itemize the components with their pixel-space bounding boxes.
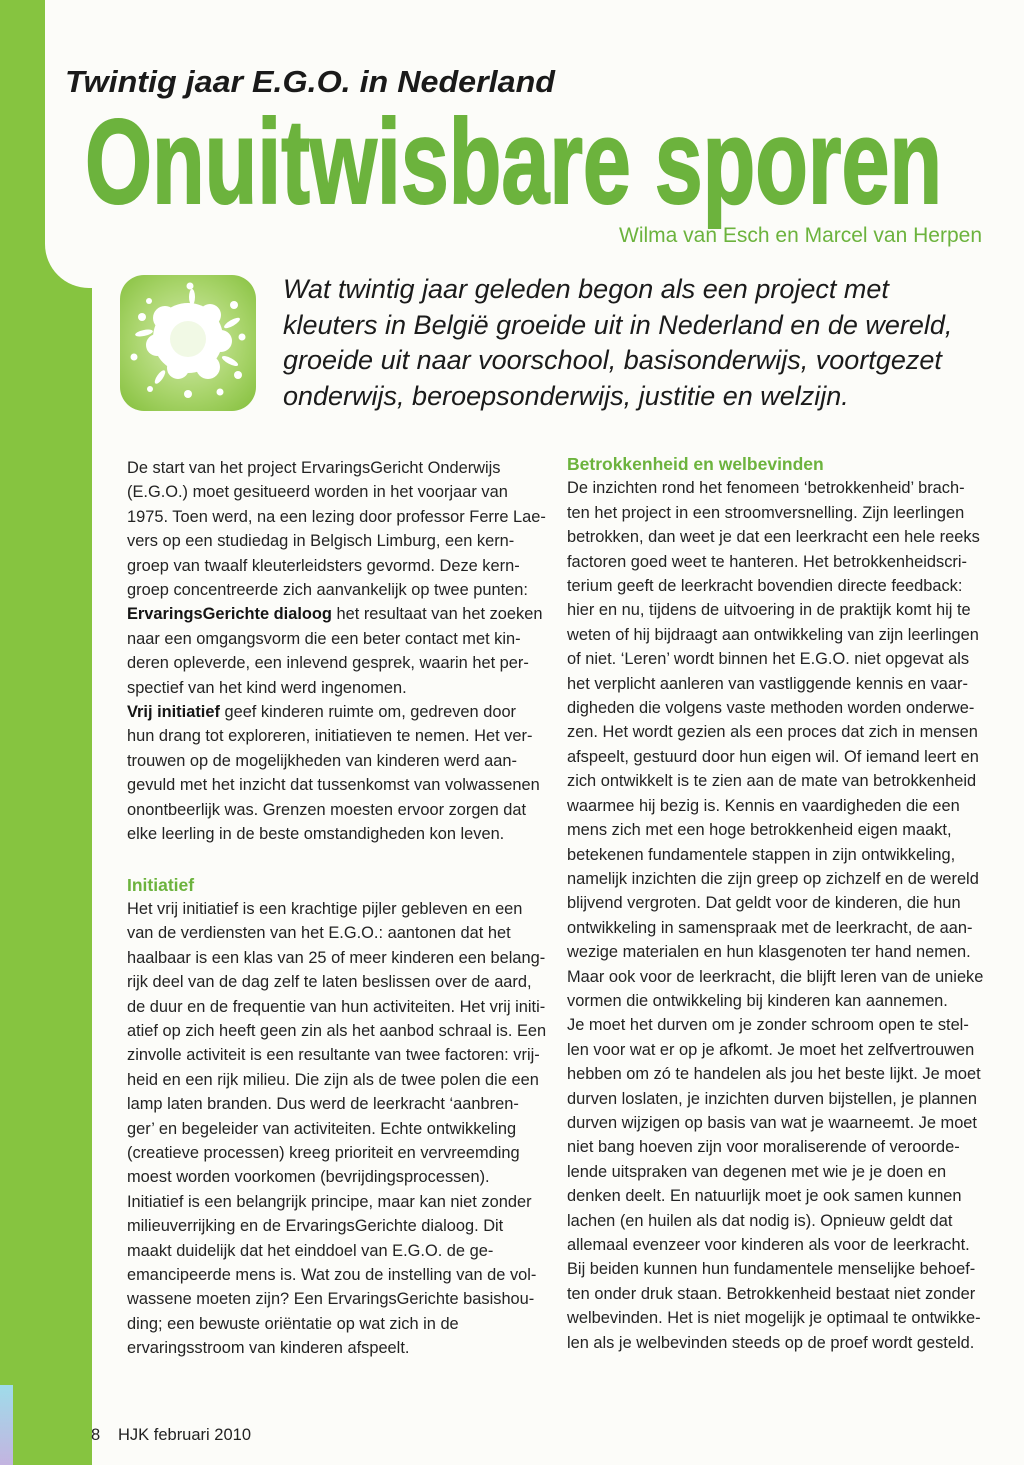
body-text-line: Maar ook voor de leerkracht, die blijft leren van de unieke	[567, 967, 984, 986]
body-text-line: lende uitspraken van degenen met wie je je doen en	[567, 1162, 947, 1181]
body-text-line: vers op een studiedag in Belgisch Limburg, een kern-	[127, 532, 515, 551]
body-text-line: wassene moeten zijn? Een ErvaringsGerichte basishou-	[127, 1290, 535, 1309]
body-text-line: ontwikkeling in samenspraak met de leerkracht, de aan-	[567, 918, 973, 937]
body-text-line: maakt duidelijk dat het einddoel van E.G.O. de ge-	[127, 1241, 494, 1260]
paragraph	[567, 1013, 1007, 1355]
body-text-line: ten het project in een stroomversnelling. Zijn leerlingen	[567, 503, 965, 522]
body-text-line: of niet. ‘Leren’ wordt binnen het E.G.O. niet opgevat als	[567, 650, 970, 669]
body-text-line: hun drang tot exploreren, initiatieven te nemen. Het ver-	[127, 727, 533, 746]
body-text-line: ding; een bewuste oriëntatie op wat zich in de	[127, 1314, 459, 1333]
body-text-line: (E.G.O.) moet gesitueerd worden in het voorjaar van	[127, 483, 508, 502]
body-text-line: Initiatief is een belangrijk principe, maar kan niet zonder	[127, 1192, 532, 1211]
body-text-line	[127, 700, 547, 724]
paragraph	[127, 700, 547, 846]
body-text-line: ger’ en begeleider van activiteiten. Echte ontwikkeling	[127, 1119, 517, 1138]
body-text-line: lamp laten branden. Dus werd de leerkracht ‘aanbren-	[127, 1095, 519, 1114]
body-text-line: (creatieve processen) kreeg prioriteit en vervreemding	[127, 1143, 520, 1162]
body-text-line: 1975. Toen werd, na een lezing door professor Ferre Lae-	[127, 507, 546, 526]
lead-line: kleuters in België groeide uit in Nederland en de wereld,	[283, 309, 953, 340]
body-text-line: niet bang hoeven zijn voor moraliserende of veroorde-	[567, 1138, 960, 1157]
paragraph	[127, 456, 547, 602]
body-text-line: spectief van het kind werd ingenomen.	[127, 678, 407, 697]
splash-center	[170, 321, 206, 357]
body-text-line: denken deelt. En natuurlijk moet je ook samen kunnen	[567, 1187, 962, 1206]
body-text-line: ervaringsstroom van kinderen afspeelt.	[127, 1339, 410, 1358]
body-text-line: blijvend vergroten. Dat geldt voor de kinderen, die hun	[567, 894, 961, 913]
body-text-line: lachen (en huilen als dat nodig is). Opnieuw geldt dat	[567, 1211, 953, 1230]
body-text-line: De inzichten rond het fenomeen ‘betrokkenheid’ brach-	[567, 479, 965, 498]
body-text-line: allemaal evenzeer voor kinderen als voor de leerkracht.	[567, 1236, 970, 1254]
body-text-line: Het vrij initiatief is een krachtige pijler gebleven en een	[127, 899, 523, 918]
body-text-line: groep van twaalf kleuterleidsters gevormd. Deze kern-	[127, 556, 520, 575]
section-heading: Betrokkenheid en welbevinden	[567, 454, 824, 474]
body-text-line: durven loslaten, je inzichten durven bijstellen, je plannen	[567, 1089, 978, 1108]
body-text-line: betrokken, dan weet je dat een leerkracht een hele reeks	[567, 528, 980, 547]
body-text-line: haalbaar is een klas van 25 of meer kinderen een belang-	[127, 948, 546, 967]
section-heading: Initiatief	[127, 874, 195, 895]
paragraph	[567, 476, 1007, 1013]
lead-line: groeide uit naar voorschool, basisonderwijs, voortgezet	[283, 345, 942, 376]
paragraph	[127, 1190, 547, 1361]
body-text-line: welbevinden. Het is niet mogelijk je optimaal te ontwikke-	[567, 1309, 981, 1328]
page-edge-strip	[0, 1385, 13, 1465]
body-text-line: vormen die ontwikkeling bij kinderen kan aannemen.	[567, 991, 948, 1010]
body-text-line: terium geeft de leerkracht bovendien directe feedback:	[567, 577, 963, 596]
body-text-line: De start van het project ErvaringsGericht Onderwijs	[127, 459, 501, 477]
paragraph	[127, 897, 547, 1190]
body-text-line: zinvolle activiteit is een resultante van twee factoren: vrij-	[127, 1046, 540, 1065]
body-text-line: naar een omgangsvorm die een beter contact met kin-	[127, 629, 521, 648]
body-text-line: Je moet het durven om je zonder schroom open te stel-	[567, 1016, 969, 1035]
body-text-line: betekenen fundamentele stappen in zijn ontwikkeling,	[567, 845, 956, 864]
left-column	[127, 456, 547, 1361]
body-text-line: wezige materialen en hun klasgenoten ter hand nemen.	[567, 943, 971, 962]
body-text-line: namelijk inzichten die zijn greep op zichzelf en de wereld	[567, 869, 979, 888]
body-text-line: waarmee hij bezig is. Kennis en vaardigheden die een	[567, 796, 960, 815]
issue-label: HJK februari 2010	[118, 1426, 251, 1444]
body-text-line: afspeelt, gestuurd door hun eigen wil. Of iemand leert en	[567, 747, 979, 766]
body-text-line: emancipeerde mens is. Wat zou de instelling van de vol-	[127, 1266, 537, 1284]
body-text-line: zen. Het wordt gezien als een proces dat zich in mensen	[567, 723, 978, 742]
body-text-line: durven wijzigen op basis van wat je waarneemt. Je moet	[567, 1113, 977, 1132]
body-text-line: Bij beiden kunnen hun fundamentele menselijke behoef-	[567, 1260, 976, 1279]
body-text-line: moest worden voorkomen (bevrijdingsprocessen).	[127, 1168, 490, 1187]
body-text-line: deren opleverde, een inlevend gesprek, waarin het per-	[127, 654, 529, 673]
body-text-line: ten onder druk staan. Betrokkenheid bestaat niet zonder	[567, 1284, 976, 1303]
body-text-line: het verplicht aanleren van vastliggende kennis en vaar-	[567, 674, 968, 693]
body-text-line: weten of hij bijdraagt aan ontwikkeling van zijn leerlingen	[567, 625, 979, 644]
body-text-line: de duur en de frequentie van hun activiteiten. Het vrij initi-	[127, 997, 546, 1016]
body-text-line: atief op zich heeft geen zin als het aanbod schraal is. Een	[127, 1021, 547, 1040]
lead-line: onderwijs, beroepsonderwijs, justitie en welzijn.	[283, 381, 849, 412]
bold-lead-in: ErvaringsGerichte dialoog	[127, 605, 332, 624]
body-text-line: milieuverrijking en de ErvaringsGerichte dialoog. Dit	[127, 1217, 504, 1236]
body-text-line: zich ontwikkelt is te zien aan de mate van betrokkenheid	[567, 772, 977, 791]
main-title-text: Onuitwisbare sporen	[85, 100, 942, 229]
bold-lead-in: Vrij initiatief	[127, 703, 220, 722]
body-text-line: len als je welbevinden steeds op de proef wordt gesteld.	[567, 1333, 975, 1352]
body-text-line: van de verdiensten van het E.G.O.: aantonen dat het	[127, 924, 511, 943]
body-text-line: gevuld met het inzicht dat tussenkomst van volwassenen	[127, 776, 540, 795]
body-text: het resultaat van het zoeken	[331, 605, 543, 624]
body-text-line: mens zich met een hoge betrokkenheid eigen maakt,	[567, 821, 952, 840]
lead-paragraph	[283, 272, 952, 415]
body-text-line: elke leerling in de beste omstandigheden kon leven.	[127, 825, 505, 844]
paragraph	[127, 602, 547, 700]
body-text-line: len voor wat er op je afkomt. Je moet het zelfvertrouwen	[567, 1040, 975, 1059]
body-text-line: factoren goed weet te hanteren. Het betrokkenheidscri-	[567, 552, 967, 571]
main-title	[82, 100, 952, 230]
body-text: geef kinderen ruimte om, gedreven door	[219, 703, 517, 722]
splash-icon	[120, 275, 256, 411]
body-text-line	[127, 602, 547, 626]
body-text-line: trouwen op de mogelijkheden van kinderen werd aan-	[127, 751, 517, 770]
body-text-line: digheden die volgens vaste methoden worden onderwe-	[567, 699, 975, 718]
authors-byline: Wilma van Esch en Marcel van Herpen	[619, 224, 982, 247]
body-text-line: rijk deel van de dag zelf te laten beslissen over de aard,	[127, 973, 532, 992]
body-text-line: onontbeerlijk was. Grenzen moesten ervoor zorgen dat	[127, 800, 527, 819]
body-text-line: heid en een rijk milieu. Die zijn als de twee polen die een	[127, 1070, 539, 1089]
body-text-line: groep concentreerde zich aanvankelijk op twee punten:	[127, 581, 528, 600]
body-text-line: hebben om zó te handelen als jou het beste lijkt. Je moet	[567, 1065, 981, 1084]
right-column	[567, 452, 1007, 1355]
kicker-text: Twintig jaar E.G.O. in Nederland	[65, 64, 557, 99]
page-number: 8	[91, 1426, 101, 1444]
lead-line: Wat twintig jaar geleden begon als een project met	[283, 274, 889, 304]
body-text-line: hier en nu, tijdens de uitvoering in de praktijk komt hij te	[567, 601, 971, 620]
